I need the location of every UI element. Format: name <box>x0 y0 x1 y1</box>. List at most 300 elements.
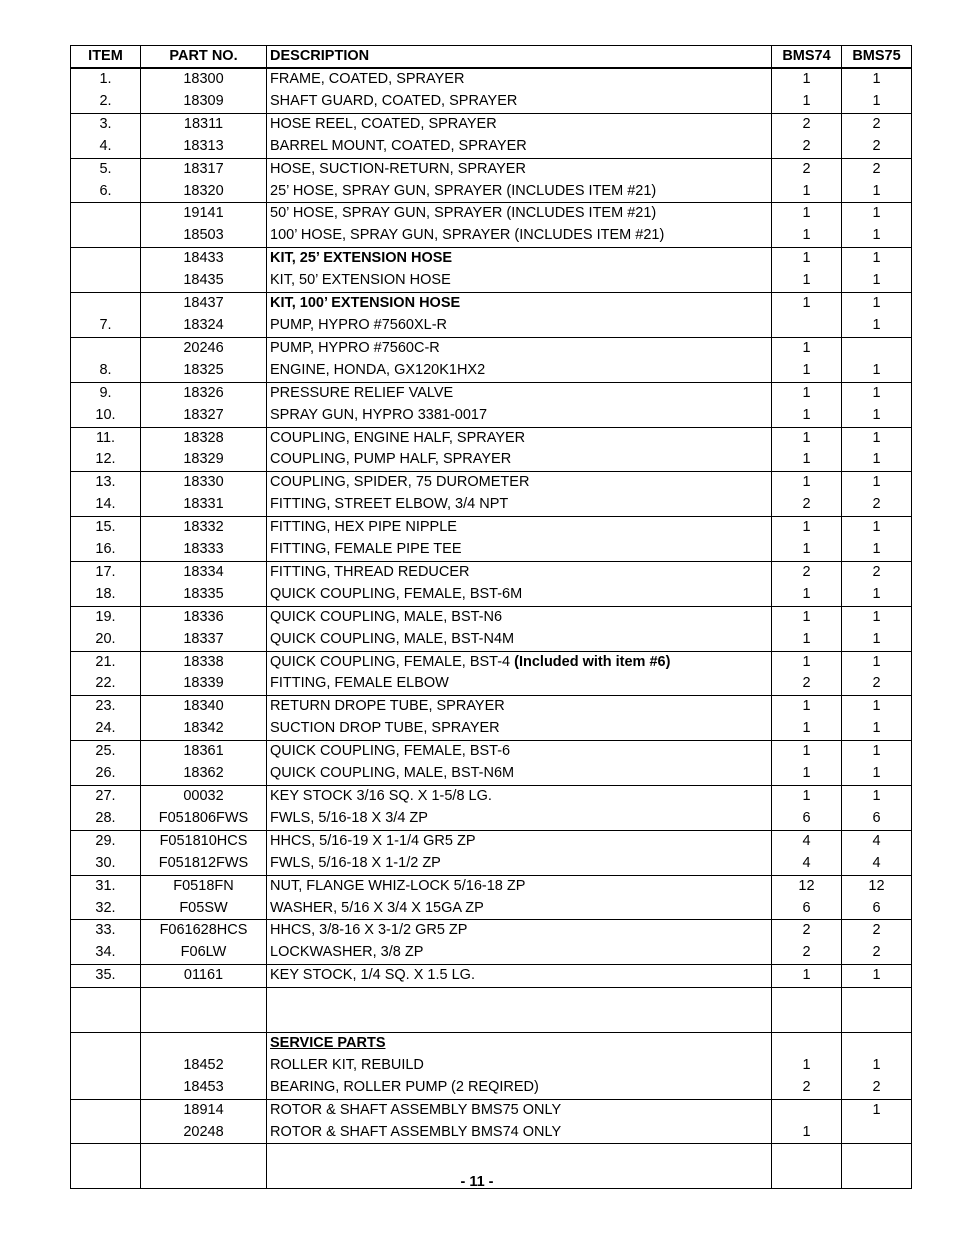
table-row <box>71 315 912 337</box>
qty-bms74-cell <box>772 988 842 1010</box>
item-number-cell: 35. <box>71 965 141 988</box>
description-cell <box>267 1010 772 1032</box>
qty-bms74-cell: 2 <box>772 942 842 964</box>
parts-list-table <box>70 45 912 1189</box>
qty-bms75-cell: 1 <box>842 472 912 494</box>
item-number-cell: 27. <box>71 786 141 808</box>
qty-bms74-cell: 1 <box>772 965 842 988</box>
part-number-cell: 18336 <box>141 606 267 628</box>
description-text: FITTING, STREET ELBOW, 3/4 NPT <box>270 496 509 513</box>
item-number-cell: 15. <box>71 517 141 539</box>
description-text: COUPLING, PUMP HALF, SPRAYER <box>270 451 512 468</box>
table-row <box>71 718 912 740</box>
table-row <box>71 405 912 427</box>
part-number-cell: 19141 <box>141 203 267 225</box>
qty-bms74-cell: 2 <box>772 158 842 180</box>
table-row <box>71 898 912 920</box>
qty-bms74-cell: 1 <box>772 763 842 785</box>
table-row <box>71 113 912 135</box>
qty-bms75-cell: 6 <box>842 808 912 830</box>
part-number-cell: 18340 <box>141 696 267 718</box>
qty-bms74-cell: 6 <box>772 898 842 920</box>
table-row <box>71 965 912 988</box>
qty-bms74-cell: 1 <box>772 1055 842 1077</box>
qty-bms75-cell: 6 <box>842 898 912 920</box>
table-row <box>71 561 912 583</box>
qty-bms75-cell: 1 <box>842 584 912 606</box>
part-number-cell: 18329 <box>141 449 267 471</box>
qty-bms75-cell: 1 <box>842 248 912 270</box>
qty-bms75-cell: 2 <box>842 158 912 180</box>
table-row <box>71 696 912 718</box>
description-cell <box>267 629 772 651</box>
qty-bms75-cell: 1 <box>842 203 912 225</box>
qty-bms75-cell: 1 <box>842 382 912 404</box>
table-row <box>71 382 912 404</box>
qty-bms74-cell <box>772 1032 842 1054</box>
item-number-cell: 32. <box>71 898 141 920</box>
qty-bms74-cell <box>772 1099 842 1121</box>
table-row <box>71 337 912 359</box>
qty-bms75-cell: 2 <box>842 561 912 583</box>
qty-bms74-cell: 1 <box>772 248 842 270</box>
description-text: SUCTION DROP TUBE, SPRAYER <box>270 720 500 737</box>
qty-bms74-cell: 1 <box>772 270 842 292</box>
item-number-cell <box>71 1032 141 1054</box>
qty-bms75-cell <box>842 988 912 1010</box>
header-bms74: BMS74 <box>772 46 842 69</box>
part-number-cell: 18330 <box>141 472 267 494</box>
part-number-cell: 18339 <box>141 673 267 695</box>
item-number-cell: 2. <box>71 91 141 113</box>
qty-bms75-cell: 2 <box>842 136 912 158</box>
part-number-cell: 18326 <box>141 382 267 404</box>
part-number-cell: F061628HCS <box>141 920 267 942</box>
qty-bms74-cell: 1 <box>772 68 842 91</box>
description-text: COUPLING, ENGINE HALF, SPRAYER <box>270 429 526 446</box>
table-row <box>71 68 912 91</box>
part-number-cell <box>141 1010 267 1032</box>
description-cell <box>267 382 772 404</box>
part-number-cell: 18328 <box>141 427 267 449</box>
qty-bms74-cell: 1 <box>772 517 842 539</box>
description-text: QUICK COUPLING, MALE, BST-N6 <box>270 608 503 625</box>
description-text: QUICK COUPLING, FEMALE, BST-4 <box>270 653 511 670</box>
description-text: QUICK COUPLING, FEMALE, BST-6M <box>270 585 523 602</box>
qty-bms74-cell: 1 <box>772 449 842 471</box>
table-row <box>71 494 912 516</box>
qty-bms74-cell <box>772 1010 842 1032</box>
qty-bms75-cell: 1 <box>842 405 912 427</box>
item-number-cell <box>71 1099 141 1121</box>
description-text: HHCS, 3/8-16 X 3-1/2 GR5 ZP <box>270 922 468 939</box>
description-cell <box>267 494 772 516</box>
description-text: FITTING, HEX PIPE NIPPLE <box>270 519 457 536</box>
description-text: FRAME, COATED, SPRAYER <box>270 71 465 87</box>
table-row <box>71 449 912 471</box>
description-cell <box>267 113 772 135</box>
table-row <box>71 270 912 292</box>
item-number-cell: 7. <box>71 315 141 337</box>
description-text: FITTING, FEMALE PIPE TEE <box>270 541 462 558</box>
table-row <box>71 1099 912 1121</box>
item-number-cell: 12. <box>71 449 141 471</box>
description-cell <box>267 584 772 606</box>
description-text: BEARING, ROLLER PUMP (2 REQIRED) <box>270 1078 539 1095</box>
qty-bms74-cell: 4 <box>772 830 842 852</box>
qty-bms75-cell: 1 <box>842 718 912 740</box>
description-text: HOSE, SUCTION-RETURN, SPRAYER <box>270 160 526 177</box>
qty-bms75-cell: 2 <box>842 113 912 135</box>
description-cell <box>267 181 772 203</box>
item-number-cell: 34. <box>71 942 141 964</box>
description-text: HOSE REEL, COATED, SPRAYER <box>270 115 497 132</box>
description-text: FITTING, FEMALE ELBOW <box>270 675 449 692</box>
part-number-cell: 18332 <box>141 517 267 539</box>
item-number-cell <box>71 270 141 292</box>
qty-bms75-cell: 1 <box>842 606 912 628</box>
table-row <box>71 472 912 494</box>
qty-bms75-cell <box>842 1144 912 1166</box>
description-cell <box>267 1055 772 1077</box>
part-number-cell: F051810HCS <box>141 830 267 852</box>
description-text: SERVICE PARTS <box>270 1034 386 1051</box>
description-cell <box>267 158 772 180</box>
qty-bms75-cell: 4 <box>842 830 912 852</box>
part-number-cell: F051806FWS <box>141 808 267 830</box>
description-note: (Included with item #6) <box>514 653 671 670</box>
table-row <box>71 1077 912 1099</box>
qty-bms74-cell: 2 <box>772 561 842 583</box>
qty-bms75-cell: 1 <box>842 270 912 292</box>
part-number-cell: 18337 <box>141 629 267 651</box>
description-cell <box>267 360 772 382</box>
qty-bms74-cell: 1 <box>772 472 842 494</box>
qty-bms75-cell: 2 <box>842 942 912 964</box>
description-text: QUICK COUPLING, MALE, BST-N4M <box>270 630 515 647</box>
item-number-cell: 17. <box>71 561 141 583</box>
description-cell <box>267 1099 772 1121</box>
description-cell <box>267 337 772 359</box>
part-number-cell: 18325 <box>141 360 267 382</box>
description-cell <box>267 270 772 292</box>
table-row <box>71 808 912 830</box>
description-cell <box>267 1077 772 1099</box>
description-cell <box>267 315 772 337</box>
qty-bms74-cell: 1 <box>772 539 842 561</box>
table-row <box>71 830 912 852</box>
description-cell <box>267 91 772 113</box>
part-number-cell: 18309 <box>141 91 267 113</box>
qty-bms75-cell: 1 <box>842 651 912 673</box>
qty-bms74-cell: 1 <box>772 360 842 382</box>
qty-bms75-cell: 1 <box>842 629 912 651</box>
part-number-cell: 18433 <box>141 248 267 270</box>
description-cell <box>267 561 772 583</box>
description-cell <box>267 449 772 471</box>
description-cell <box>267 741 772 763</box>
description-text: QUICK COUPLING, MALE, BST-N6M <box>270 765 515 782</box>
description-cell <box>267 1122 772 1144</box>
qty-bms74-cell: 1 <box>772 696 842 718</box>
table-row <box>71 584 912 606</box>
qty-bms75-cell <box>842 1032 912 1054</box>
description-text: SPRAY GUN, HYPRO 3381-0017 <box>270 406 488 423</box>
qty-bms74-cell: 1 <box>772 293 842 315</box>
part-number-cell: 18361 <box>141 741 267 763</box>
header-row <box>71 46 912 69</box>
qty-bms75-cell: 12 <box>842 875 912 897</box>
part-number-cell: 18437 <box>141 293 267 315</box>
qty-bms74-cell: 1 <box>772 606 842 628</box>
qty-bms75-cell: 1 <box>842 539 912 561</box>
description-cell <box>267 942 772 964</box>
description-text: QUICK COUPLING, FEMALE, BST-6 <box>270 743 511 760</box>
qty-bms74-cell: 1 <box>772 427 842 449</box>
part-number-cell: F051812FWS <box>141 853 267 875</box>
qty-bms74-cell: 1 <box>772 584 842 606</box>
qty-bms75-cell: 1 <box>842 1055 912 1077</box>
part-number-cell: F0518FN <box>141 875 267 897</box>
item-number-cell <box>71 1010 141 1032</box>
item-number-cell: 3. <box>71 113 141 135</box>
description-cell <box>267 830 772 852</box>
table-row <box>71 293 912 315</box>
qty-bms75-cell <box>842 1122 912 1144</box>
item-number-cell <box>71 1055 141 1077</box>
table-row <box>71 606 912 628</box>
part-number-cell: 01161 <box>141 965 267 988</box>
part-number-cell: 18333 <box>141 539 267 561</box>
table-row <box>71 181 912 203</box>
qty-bms74-cell: 2 <box>772 113 842 135</box>
part-number-cell: 00032 <box>141 786 267 808</box>
description-text: 25’ HOSE, SPRAY GUN, SPRAYER (INCLUDES ITEM #21) <box>270 182 657 199</box>
table-row <box>71 651 912 673</box>
description-cell <box>267 472 772 494</box>
qty-bms74-cell: 1 <box>772 1122 842 1144</box>
item-number-cell: 1. <box>71 68 141 91</box>
qty-bms75-cell: 1 <box>842 181 912 203</box>
part-number-cell: F06LW <box>141 942 267 964</box>
description-cell <box>267 606 772 628</box>
description-text: PRESSURE RELIEF VALVE <box>270 384 454 401</box>
item-number-cell <box>71 225 141 247</box>
qty-bms75-cell: 1 <box>842 965 912 988</box>
part-number-cell: 18327 <box>141 405 267 427</box>
description-cell <box>267 786 772 808</box>
part-number-cell: 18503 <box>141 225 267 247</box>
part-number-cell: 18320 <box>141 181 267 203</box>
page-number: - 11 - <box>460 1174 494 1190</box>
table-row <box>71 91 912 113</box>
description-cell <box>267 988 772 1010</box>
description-text: KIT, 25’ EXTENSION HOSE <box>270 250 453 267</box>
item-number-cell <box>71 988 141 1010</box>
part-number-cell: 18334 <box>141 561 267 583</box>
description-cell <box>267 517 772 539</box>
item-number-cell: 24. <box>71 718 141 740</box>
qty-bms74-cell: 1 <box>772 741 842 763</box>
qty-bms75-cell: 1 <box>842 1099 912 1121</box>
item-number-cell: 28. <box>71 808 141 830</box>
part-number-cell: 20246 <box>141 337 267 359</box>
qty-bms75-cell: 1 <box>842 449 912 471</box>
part-number-cell <box>141 1032 267 1054</box>
description-cell <box>267 427 772 449</box>
item-number-cell: 10. <box>71 405 141 427</box>
description-cell <box>267 203 772 225</box>
table-row <box>71 763 912 785</box>
table-row <box>71 427 912 449</box>
description-text: SHAFT GUARD, COATED, SPRAYER <box>270 92 518 109</box>
description-cell <box>267 68 772 91</box>
qty-bms74-cell: 1 <box>772 337 842 359</box>
description-text: KEY STOCK 3/16 SQ. X 1-5/8 LG. <box>270 788 492 804</box>
qty-bms75-cell: 1 <box>842 763 912 785</box>
part-number-cell: 18313 <box>141 136 267 158</box>
qty-bms74-cell <box>772 315 842 337</box>
description-text: ROTOR & SHAFT ASSEMBLY BMS75 ONLY <box>270 1101 562 1118</box>
table-row <box>71 136 912 158</box>
qty-bms75-cell: 1 <box>842 427 912 449</box>
qty-bms74-cell: 1 <box>772 651 842 673</box>
description-text: FWLS, 5/16-18 X 1-1/2 ZP <box>270 854 441 871</box>
description-text: RETURN DROPE TUBE, SPRAYER <box>270 698 505 715</box>
item-number-cell: 20. <box>71 629 141 651</box>
part-number-cell: 18362 <box>141 763 267 785</box>
description-cell <box>267 405 772 427</box>
table-row <box>71 853 912 875</box>
qty-bms74-cell: 1 <box>772 91 842 113</box>
part-number-cell: 18331 <box>141 494 267 516</box>
item-number-cell: 14. <box>71 494 141 516</box>
header-bms75: BMS75 <box>842 46 912 69</box>
table-row <box>71 248 912 270</box>
item-number-cell <box>71 293 141 315</box>
qty-bms74-cell: 1 <box>772 203 842 225</box>
qty-bms74-cell: 1 <box>772 718 842 740</box>
description-text: KIT, 50’ EXTENSION HOSE <box>270 272 451 289</box>
qty-bms75-cell: 2 <box>842 673 912 695</box>
part-number-cell: F05SW <box>141 898 267 920</box>
table-row <box>71 1032 912 1054</box>
table-row <box>71 741 912 763</box>
qty-bms75-cell <box>842 1010 912 1032</box>
description-text: 50’ HOSE, SPRAY GUN, SPRAYER (INCLUDES ITEM #21) <box>270 205 657 222</box>
qty-bms75-cell: 1 <box>842 786 912 808</box>
item-number-cell: 9. <box>71 382 141 404</box>
qty-bms74-cell <box>772 1144 842 1166</box>
table-row <box>71 629 912 651</box>
qty-bms75-cell: 2 <box>842 1077 912 1099</box>
table-row <box>71 988 912 1010</box>
qty-bms74-cell: 1 <box>772 405 842 427</box>
description-cell <box>267 853 772 875</box>
description-cell <box>267 136 772 158</box>
qty-bms75-cell: 1 <box>842 360 912 382</box>
description-cell <box>267 1032 772 1054</box>
item-number-cell: 13. <box>71 472 141 494</box>
qty-bms74-cell: 4 <box>772 853 842 875</box>
table-row <box>71 360 912 382</box>
part-number-cell: 18311 <box>141 113 267 135</box>
item-number-cell <box>71 248 141 270</box>
description-text: BARREL MOUNT, COATED, SPRAYER <box>270 137 527 154</box>
qty-bms74-cell: 6 <box>772 808 842 830</box>
item-number-cell: 33. <box>71 920 141 942</box>
table-row <box>71 1055 912 1077</box>
qty-bms74-cell: 1 <box>772 225 842 247</box>
qty-bms75-cell: 4 <box>842 853 912 875</box>
item-number-cell: 16. <box>71 539 141 561</box>
description-text: HHCS, 5/16-19 X 1-1/4 GR5 ZP <box>270 832 476 849</box>
description-cell <box>267 651 772 673</box>
description-cell <box>267 673 772 695</box>
description-text: PUMP, HYPRO #7560C-R <box>270 339 440 356</box>
qty-bms74-cell: 2 <box>772 494 842 516</box>
description-text: ROLLER KIT, REBUILD <box>270 1056 424 1073</box>
description-text: FWLS, 5/16-18 X 3/4 ZP <box>270 809 428 826</box>
header-item: ITEM <box>71 46 141 69</box>
description-cell <box>267 763 772 785</box>
qty-bms75-cell: 1 <box>842 225 912 247</box>
description-cell <box>267 225 772 247</box>
description-cell <box>267 808 772 830</box>
item-number-cell: 29. <box>71 830 141 852</box>
item-number-cell: 11. <box>71 427 141 449</box>
item-number-cell: 19. <box>71 606 141 628</box>
part-number-cell: 18435 <box>141 270 267 292</box>
table-row <box>71 158 912 180</box>
description-cell <box>267 920 772 942</box>
item-number-cell: 18. <box>71 584 141 606</box>
header-part-no: PART NO. <box>141 46 267 69</box>
description-text: ENGINE, HONDA, GX120K1HX2 <box>270 361 486 378</box>
table-row <box>71 673 912 695</box>
qty-bms74-cell: 2 <box>772 1077 842 1099</box>
description-cell <box>267 718 772 740</box>
item-number-cell: 8. <box>71 360 141 382</box>
part-number-cell: 18914 <box>141 1099 267 1121</box>
part-number-cell: 18453 <box>141 1077 267 1099</box>
item-number-cell <box>71 1122 141 1144</box>
description-cell <box>267 539 772 561</box>
table-row <box>71 942 912 964</box>
table-row <box>71 517 912 539</box>
part-number-cell: 18317 <box>141 158 267 180</box>
qty-bms75-cell <box>842 337 912 359</box>
qty-bms75-cell: 1 <box>842 68 912 91</box>
table-row <box>71 1122 912 1144</box>
description-text: KEY STOCK, 1/4 SQ. X 1.5 LG. <box>270 967 475 984</box>
qty-bms74-cell: 1 <box>772 181 842 203</box>
part-number-cell: 18324 <box>141 315 267 337</box>
part-number-cell <box>141 1144 267 1166</box>
item-number-cell: 21. <box>71 651 141 673</box>
item-number-cell <box>71 1077 141 1099</box>
qty-bms75-cell: 2 <box>842 920 912 942</box>
item-number-cell: 4. <box>71 136 141 158</box>
table-row <box>71 539 912 561</box>
qty-bms75-cell: 1 <box>842 91 912 113</box>
qty-bms74-cell: 1 <box>772 786 842 808</box>
item-number-cell: 26. <box>71 763 141 785</box>
description-text: PUMP, HYPRO #7560XL-R <box>270 316 448 333</box>
qty-bms75-cell: 1 <box>842 517 912 539</box>
description-cell <box>267 696 772 718</box>
item-number-cell: 30. <box>71 853 141 875</box>
